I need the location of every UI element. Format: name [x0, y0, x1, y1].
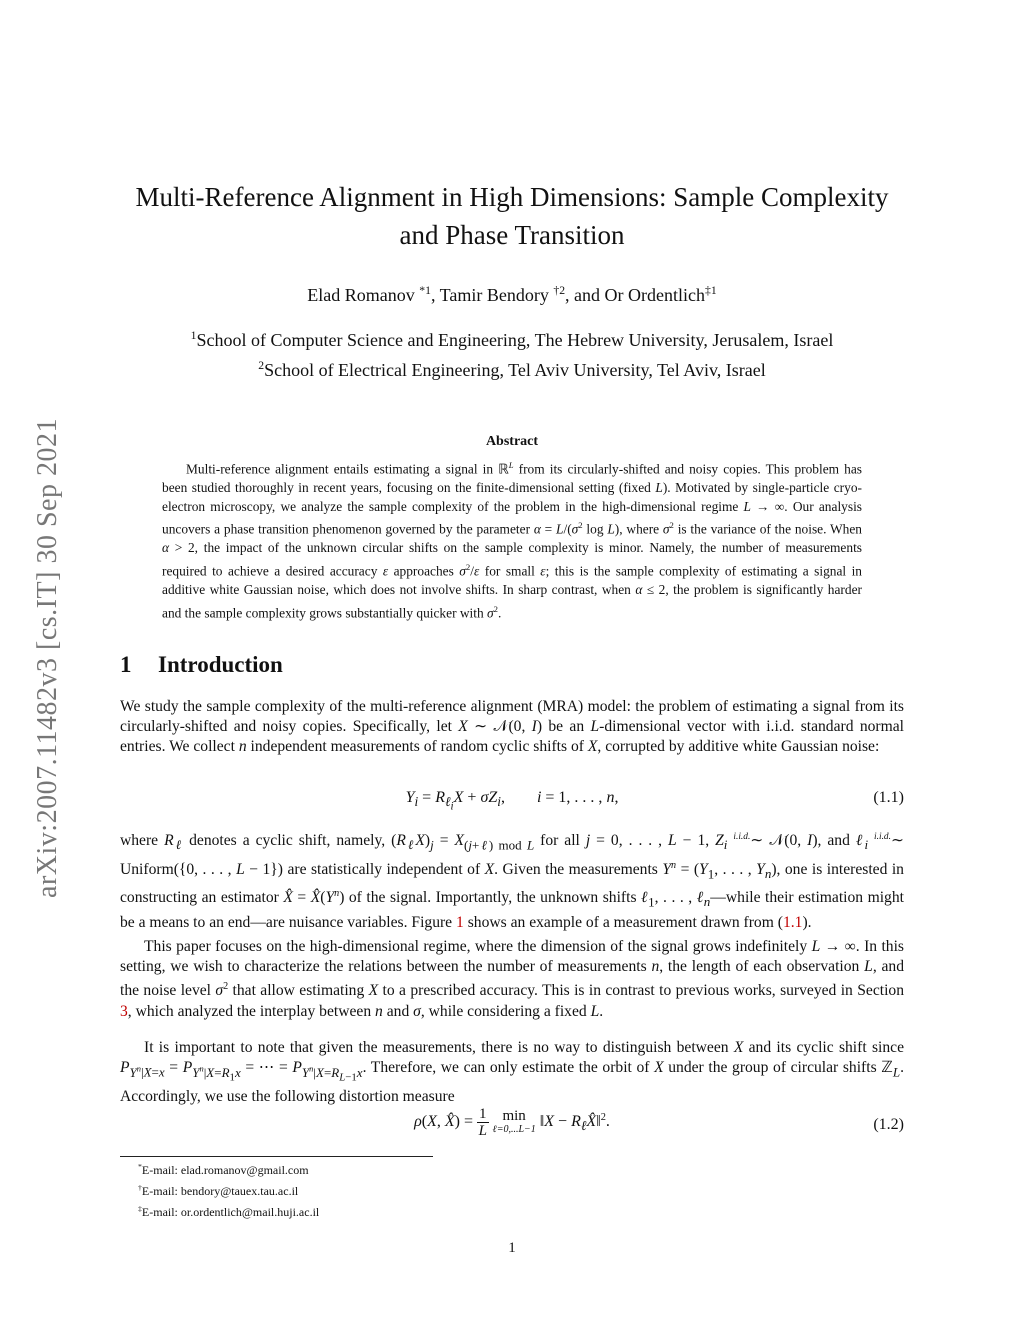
footnote: ‡E-mail: or.ordentlich@mail.huji.ac.il [138, 1204, 320, 1219]
intro-paragraph-4: It is important to note that given the measurements, there is no way to distinguish between X and its cyclic shift since $P_{Y^n|X=x} = P_{Y^n|X=R_1x}$ = ⋯ = $P_{Y^n|X=R_{L-1}x}$. Therefore, we can only estimate the orbit of X under the group of circular shifts ℤ$_L$. Accordingly, we use the following distortion measure [120, 1039, 905, 1106]
footnotes [120, 1158, 319, 1221]
intro-paragraph-3: This paper focuses on the high-dimensional regime, where the dimension of the signal grows indefinitely L → ∞. In this setting, we wish to characterize the relations between the number of measurements n, the length of each observation L, and the noise level $\sigma^2$ that allow estimating X to a prescribed accuracy. This is in contrast to previous works, surveyed in Section 3, which analyzed the interplay between n and σ, while considering a fixed L. [120, 938, 905, 1020]
intro-paragraph-1: We study the sample complexity of the multi-reference alignment (MRA) model: the problem of estimating a signal from its circularly-shifted and noisy copies. Specifically, let X ∼ 𝒩(0, I) be an L-dimensional vector with i.i.d. standard normal entries. We collect n independent measurements of random cyclic shifts of X, corrupted by additive white Gaussian noise: [120, 698, 905, 756]
arxiv-sidebar-stamp [28, 370, 68, 945]
affiliation-line: $^1$School of Computer Science and Engineering, The Hebrew University, Jerusalem, Israel [190, 329, 834, 350]
section-number: 1 [120, 652, 132, 677]
author-mark: †2 [553, 284, 566, 297]
footnote: †E-mail: bendory@tauex.tau.ac.il [138, 1183, 299, 1198]
intro-paragraph-2: where $R_\ell$ denotes a cyclic shift, namely, $(R_\ell X)_j = X_{(j+\ell) mod L}$ for all j = 0, . . . , L − 1, $Z_i$ $^{i.i.d.}$∼ 𝒩(0, I), and ℓ$_i$ $^{i.i.d.}$∼ Uniform({0, . . . , L − 1}) are statistically independent of X. Given the measurements $Y^n = (Y_1$, . . . , $Y_n$), one is interested in constructing an estimator X̂ = $X̂(Y^n)$ of the signal. Importantly, the unknown shifts ℓ$_1$, . . . , ℓ$_n$—while their estimation might be a means to an end—are nuisance variables. Figure 1 shows an example of a measurement drawn from (1.1). [120, 832, 905, 931]
equation-body: ρ(X, X̂) = $\frac{1}{L}$ min ℓ=0,...L−1 ‖X − $R_\ell X̂‖^2$. [414, 1106, 610, 1139]
arxiv-id: arXiv:2007.11482v3 [cs.IT] 30 Sep 2021 [32, 417, 63, 898]
author-mark: *1 [419, 284, 431, 297]
equation-1-2 [120, 1106, 904, 1146]
equation-number: (1.2) [873, 1116, 904, 1133]
section-heading [120, 652, 283, 678]
equation-body: $Y_i = R_{\ell_i}X + \sigma Z_i$, i = 1, . . . , n, [405, 789, 619, 813]
section-title: Introduction [158, 652, 283, 677]
author-name: Elad Romanov [307, 285, 415, 305]
footnote: *E-mail: elad.romanov@gmail.com [138, 1162, 309, 1177]
affiliations [120, 323, 904, 383]
author-name: Tamir Bendory [439, 285, 549, 305]
author-list: Elad Romanov $^{*1}$, Tamir Bendory $^{\dagger 2}$, and Or Ordentlich$^{\ddagger 1}$ [307, 284, 717, 305]
equation-number: (1.1) [873, 789, 904, 806]
paper-title: Multi-Reference Alignment in High Dimensions: Sample Complexity and Phase Transition [135, 182, 889, 250]
page-number: 1 [508, 1240, 516, 1256]
abstract-body: Multi-reference alignment entails estimating a signal in ℝ$^L$ from its circularly-shifted and noisy copies. This problem has been studied thoroughly in recent years, focusing on the finite-dimensional setting (fixed L). Motivated by single-particle cryo-electron microscopy, we analyze the sample complexity of the problem in the high-dimensional regime L → ∞. Our analysis uncovers a phase transition phenomenon governed by the parameter $\alpha = L/(\sigma^2$ log L), where $\sigma^2$ is the variance of the noise. When α > 2, the impact of the unknown circular shifts on the sample complexity is minor. Namely, the number of measurements required to achieve a desired accuracy ε approaches $\sigma^2/\varepsilon$ for small ε; this is the sample complexity of estimating a signal in additive white Gaussian noise, which does not involve shifts. In sharp contrast, when α ≤ 2, the problem is significantly harder and the sample complexity grows substantially quicker with $\sigma^2$. [162, 460, 863, 621]
affiliation-line: $^2$School of Electrical Engineering, Tel Aviv University, Tel Aviv, Israel [258, 359, 766, 380]
footnote-rule [120, 1156, 433, 1157]
author-name: Or Ordentlich [604, 285, 706, 305]
author-mark: ‡1 [705, 284, 717, 297]
abstract-heading: Abstract [485, 434, 539, 449]
